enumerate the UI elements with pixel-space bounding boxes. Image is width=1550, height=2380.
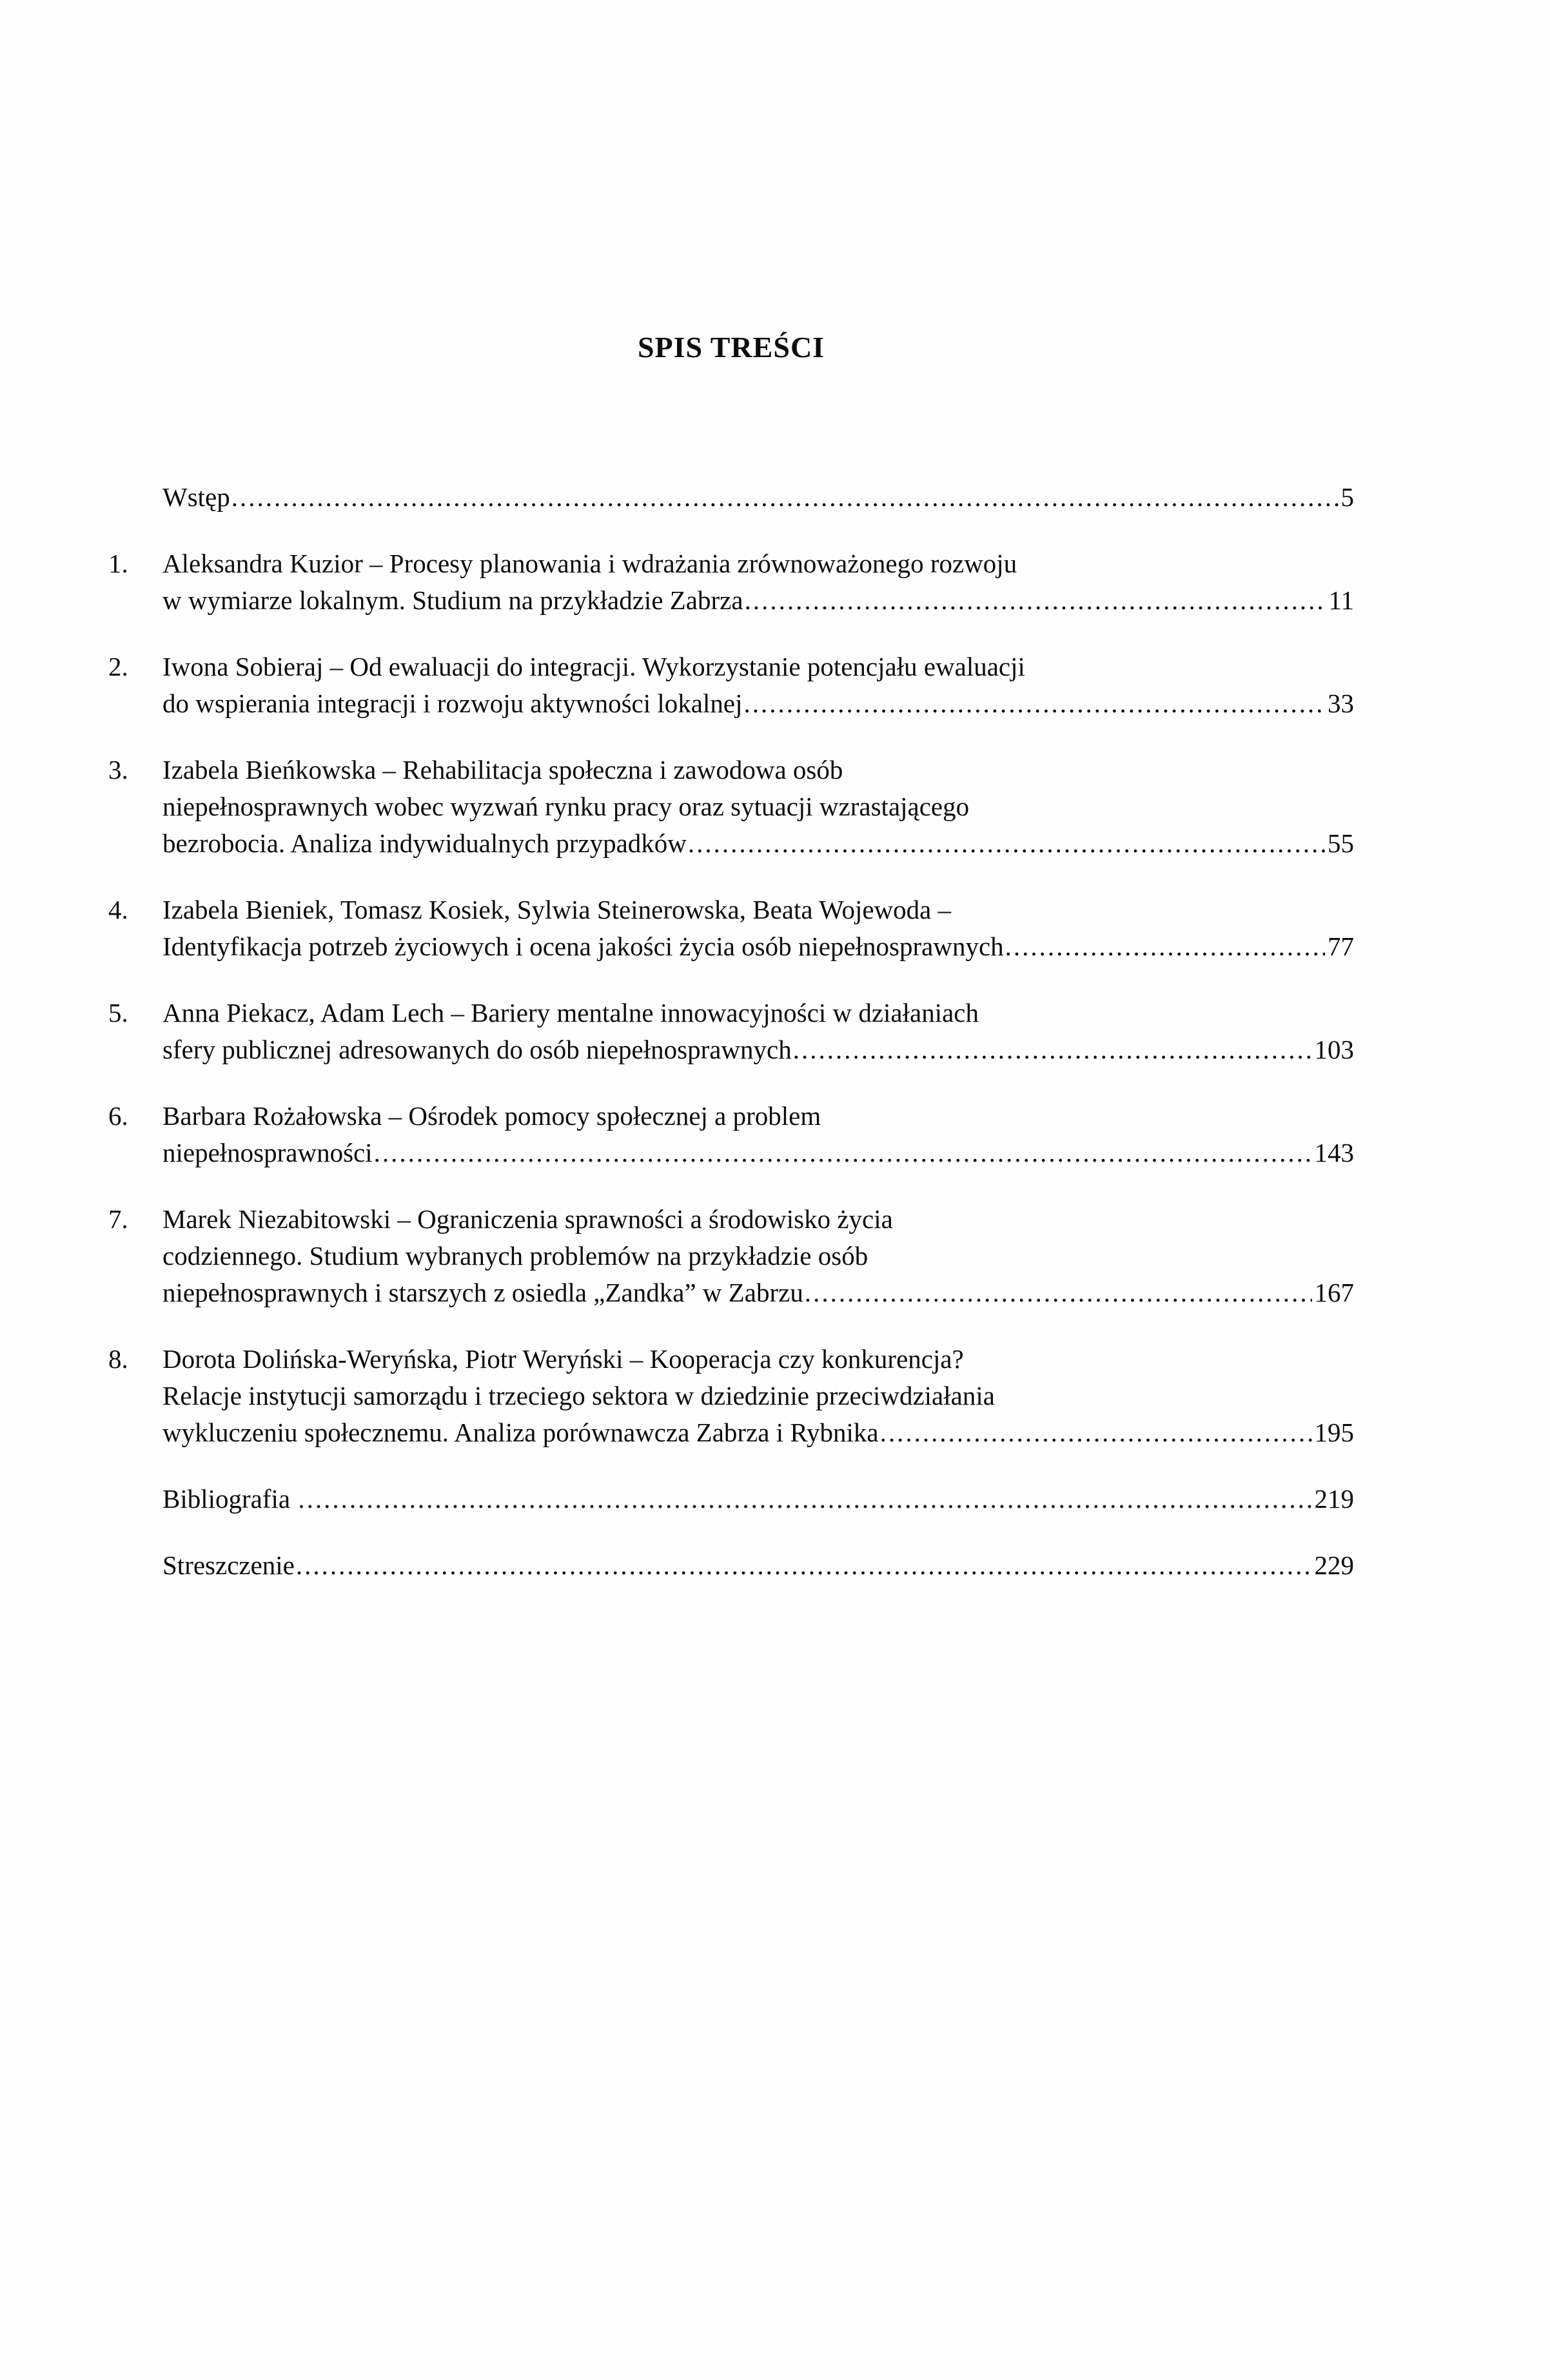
entry-body [162,1201,1354,1311]
entry-text-line: w wymiarze lokalnym. Studium na przykładzie Zabrza [162,585,743,615]
entry-body [162,1481,1354,1517]
dot-leader [880,1414,1312,1451]
entry-text-line: Streszczenie [162,1550,295,1580]
page-number: 55 [1328,828,1354,858]
entry-text-line: do wspierania integracji i rozwoju aktywności lokalnej [162,688,743,718]
entry-text-line: sfery publicznej adresowanych do osób niepełnosprawnych [162,1035,792,1064]
page-number: 219 [1314,1484,1354,1514]
entry-last-line [162,928,1354,965]
entry-text-line: Izabela Bieńkowska – Rehabilitacja społeczna i zawodowa osób [162,755,843,785]
entry-text-line: Izabela Bieniek, Tomasz Kosiek, Sylwia Steinerowska, Beata Wojewoda – [162,895,952,924]
entry-number: 1. [108,549,128,578]
entry-text-line: Marek Niezabitowski – Ograniczenia sprawności a środowisko życia [162,1204,893,1234]
page-title: SPIS TREŚCI [637,331,825,364]
toc-entry [108,1547,1354,1584]
entry-text-line: bezrobocia. Analiza indywidualnych przypadków [162,828,687,858]
page-number: 103 [1314,1035,1354,1064]
entry-last-line [162,1547,1354,1584]
entry-number: 2. [108,652,128,681]
entry-text-line: Wstęp [162,482,230,512]
entry-body [162,1341,1354,1451]
dot-leader [298,1481,1311,1517]
entry-number: 5. [108,998,128,1028]
entry-text-line: Relacje instytucji samorządu i trzeciego sektora w dziedzinie przeciwdziałania [162,1381,995,1410]
toc-entry [108,1341,1354,1451]
toc-entry [108,1201,1354,1311]
entry-text-line: wykluczeniu społecznemu. Analiza porównawcza Zabrza i Rybnika [162,1418,879,1447]
toc-entry [108,1098,1354,1171]
page-number: 229 [1314,1550,1354,1580]
dot-leader [805,1274,1312,1311]
entry-body [162,892,1354,965]
page-number: 77 [1328,932,1354,961]
entry-last-line [162,1414,1354,1451]
dot-leader [231,479,1339,516]
entry-text-line: niepełnosprawnych wobec wyzwań rynku pracy oraz sytuacji wzrastającego [162,792,970,821]
table-of-contents [108,330,1354,1614]
entry-body [162,752,1354,862]
toc-entry [108,995,1354,1068]
entry-last-line [162,582,1354,619]
dot-leader [793,1031,1312,1068]
entry-text-line: Dorota Dolińska-Weryńska, Piotr Weryński – Kooperacja czy konkurencja? [162,1344,964,1374]
entry-last-line [162,1274,1354,1311]
entry-number: 3. [108,755,128,785]
entry-last-line [162,1135,1354,1171]
dot-leader [374,1135,1312,1171]
entry-body [162,1098,1354,1171]
entry-text-line: Barbara Rożałowska – Ośrodek pomocy społecznej a problem [162,1101,821,1131]
toc-entry [108,1481,1354,1517]
entry-number: 8. [108,1344,128,1374]
page-number: 143 [1314,1138,1354,1167]
dot-leader [296,1547,1312,1584]
entry-text-line: codziennego. Studium wybranych problemów na przykładzie osób [162,1241,868,1271]
entry-last-line [162,685,1354,722]
entry-last-line [162,1481,1354,1517]
entry-body [162,1547,1354,1584]
entry-text-line: niepełnosprawnych i starszych z osiedla „Zandka” w Zabrzu [162,1278,803,1307]
page-number: 11 [1328,585,1354,615]
dot-leader [1005,928,1325,965]
entry-body [162,545,1354,619]
dot-leader [743,685,1325,722]
entry-text-line: Aleksandra Kuzior – Procesy planowania i wdrażania zrównoważonego rozwoju [162,549,1017,578]
entry-last-line [162,825,1354,862]
entry-text-line: Anna Piekacz, Adam Lech – Bariery mentalne innowacyjności w działaniach [162,998,979,1028]
page-number: 195 [1314,1418,1354,1447]
entry-body [162,649,1354,722]
entry-body [162,479,1354,516]
entry-text-line: Identyfikacja potrzeb życiowych i ocena jakości życia osób niepełnosprawnych [162,932,1004,961]
toc-entry [108,752,1354,862]
toc-entry [108,479,1354,516]
page-number: 33 [1328,688,1354,718]
entry-number: 7. [108,1204,128,1234]
dot-leader [688,825,1325,862]
page-number: 167 [1314,1278,1354,1307]
entry-number: 4. [108,895,128,924]
dot-leader [745,582,1326,619]
entry-last-line [162,479,1354,516]
toc-entry [108,649,1354,722]
toc-entry [108,892,1354,965]
entry-last-line [162,1031,1354,1068]
entry-text-line: niepełnosprawności [162,1138,373,1167]
toc-entry [108,545,1354,619]
entry-body [162,995,1354,1068]
entry-text-line: Bibliografia [162,1484,297,1514]
page-number: 5 [1340,482,1354,512]
entry-number: 6. [108,1101,128,1131]
entry-text-line: Iwona Sobieraj – Od ewaluacji do integracji. Wykorzystanie potencjału ewaluacji [162,652,1025,681]
toc-list [108,479,1354,1584]
